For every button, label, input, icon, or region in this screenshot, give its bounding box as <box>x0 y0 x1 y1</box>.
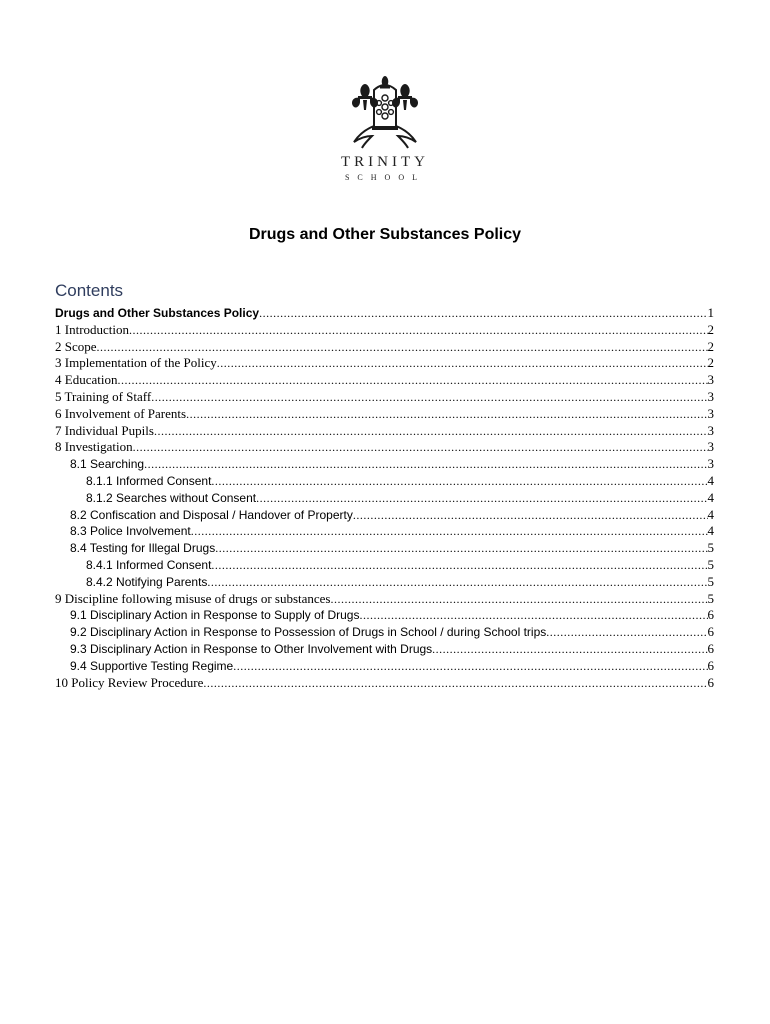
toc-entry[interactable] <box>55 305 714 322</box>
toc-entry-title: 8.3 Police Involvement <box>70 524 191 539</box>
toc-page-number: 3 <box>707 456 714 472</box>
toc-entry-title: 1 Introduction <box>55 321 130 337</box>
toc-page-number: 5 <box>707 590 714 606</box>
toc-page-number: 5 <box>707 556 714 572</box>
toc-entry-title: 8.2 Confiscation and Disposal / Handover of Property <box>70 507 353 522</box>
toc-entry[interactable] <box>55 574 714 591</box>
toc-page-number: 2 <box>707 338 714 354</box>
toc-page-number: 2 <box>707 321 714 337</box>
toc-entry-title: 10 Policy Review Procedure <box>55 674 204 690</box>
logo-school-subname: SCHOOL <box>344 173 425 182</box>
table-of-contents <box>55 305 714 691</box>
toc-page-number: 6 <box>707 657 714 673</box>
toc-entry-title: 8.1.2 Searches without Consent <box>86 490 257 505</box>
toc-entry-title: 8.4.2 Notifying Parents <box>86 574 208 589</box>
toc-page-number: 3 <box>707 422 714 438</box>
toc-dot-leader <box>259 305 707 322</box>
toc-entry[interactable] <box>55 675 714 692</box>
toc-entry-title: 8.1.1 Informed Consent <box>86 473 212 488</box>
toc-dot-leader <box>133 439 708 456</box>
toc-page-number: 6 <box>707 640 714 656</box>
toc-entry[interactable] <box>55 339 714 356</box>
toc-dot-leader <box>151 389 707 406</box>
toc-entry[interactable] <box>55 658 714 675</box>
toc-dot-leader <box>546 624 707 641</box>
toc-page-number: 4 <box>707 489 714 505</box>
toc-entry-title: 9 Discipline following misuse of drugs or substances <box>55 590 331 606</box>
toc-dot-leader <box>215 540 707 557</box>
toc-entry-title: 8.4 Testing for Illegal Drugs <box>70 541 216 556</box>
logo-school-name: TRINITY <box>341 154 429 170</box>
toc-entry[interactable] <box>55 389 714 406</box>
toc-entry[interactable] <box>55 423 714 440</box>
contents-heading: Contents <box>55 281 124 300</box>
toc-entry-title: 8.4.1 Informed Consent <box>86 557 212 572</box>
toc-page-number: 4 <box>707 472 714 488</box>
school-logo <box>330 76 440 186</box>
toc-page-number: 5 <box>707 573 714 589</box>
toc-entry[interactable] <box>55 607 714 624</box>
toc-dot-leader <box>129 322 707 339</box>
toc-page-number: 3 <box>707 439 714 455</box>
toc-entry-title: 7 Individual Pupils <box>55 422 154 438</box>
toc-dot-leader <box>211 557 707 574</box>
toc-page-number: 3 <box>707 372 714 388</box>
toc-dot-leader <box>191 523 708 540</box>
toc-page-number: 5 <box>707 540 714 556</box>
toc-dot-leader <box>331 591 708 608</box>
toc-entry[interactable] <box>55 490 714 507</box>
toc-entry[interactable] <box>55 372 714 389</box>
toc-entry-title: 4 Education <box>55 372 118 388</box>
toc-entry[interactable] <box>55 355 714 372</box>
toc-entry[interactable] <box>55 523 714 540</box>
toc-page-number: 6 <box>707 607 714 623</box>
toc-page-number: 4 <box>707 523 714 539</box>
toc-entry[interactable] <box>55 624 714 641</box>
toc-dot-leader <box>353 507 708 524</box>
toc-page-number: 6 <box>707 674 714 690</box>
toc-entry-title: 9.3 Disciplinary Action in Response to Other Involvement with Drugs <box>70 641 433 656</box>
toc-entry[interactable] <box>55 507 714 524</box>
toc-dot-leader <box>117 372 707 389</box>
toc-dot-leader <box>217 355 708 372</box>
toc-entry[interactable] <box>55 641 714 658</box>
toc-dot-leader <box>233 658 707 675</box>
toc-dot-leader <box>211 473 707 490</box>
toc-entry[interactable] <box>55 557 714 574</box>
toc-entry-title: 9.2 Disciplinary Action in Response to Possession of Drugs in School / during School trips <box>70 625 547 640</box>
toc-dot-leader <box>207 574 707 591</box>
toc-dot-leader <box>432 641 707 658</box>
toc-page-number: 4 <box>707 506 714 522</box>
toc-dot-leader <box>144 456 707 473</box>
toc-entry[interactable] <box>55 439 714 456</box>
toc-dot-leader <box>97 339 708 356</box>
toc-page-number: 6 <box>707 624 714 640</box>
toc-dot-leader <box>359 607 707 624</box>
toc-entry-title: 5 Training of Staff <box>55 388 152 404</box>
toc-entry-title: 6 Involvement of Parents <box>55 405 187 421</box>
toc-dot-leader <box>186 406 707 423</box>
toc-page-number: 3 <box>707 388 714 404</box>
toc-dot-leader <box>256 490 707 507</box>
toc-entry-title: 8 Investigation <box>55 439 133 455</box>
toc-entry[interactable] <box>55 591 714 608</box>
toc-dot-leader <box>154 423 708 440</box>
toc-entry-title: 3 Implementation of the Policy <box>55 355 217 371</box>
document-title: Drugs and Other Substances Policy <box>248 226 522 243</box>
toc-page-number: 2 <box>707 355 714 371</box>
toc-entry[interactable] <box>55 540 714 557</box>
toc-entry-title: 8.1 Searching <box>70 457 145 472</box>
toc-page-number: 3 <box>707 405 714 421</box>
toc-entry[interactable] <box>55 406 714 423</box>
toc-entry-title: 9.1 Disciplinary Action in Response to Supply of Drugs <box>70 608 360 623</box>
toc-entry[interactable] <box>55 456 714 473</box>
toc-dot-leader <box>203 675 707 692</box>
toc-page-number: 1 <box>707 305 714 320</box>
toc-entry-title: 2 Scope <box>55 338 97 354</box>
toc-entry[interactable] <box>55 473 714 490</box>
trinity-school-crest-icon <box>350 76 420 150</box>
toc-entry-title: 9.4 Supportive Testing Regime <box>70 658 234 673</box>
toc-entry[interactable] <box>55 322 714 339</box>
toc-entry-title: Drugs and Other Substances Policy <box>55 306 260 320</box>
